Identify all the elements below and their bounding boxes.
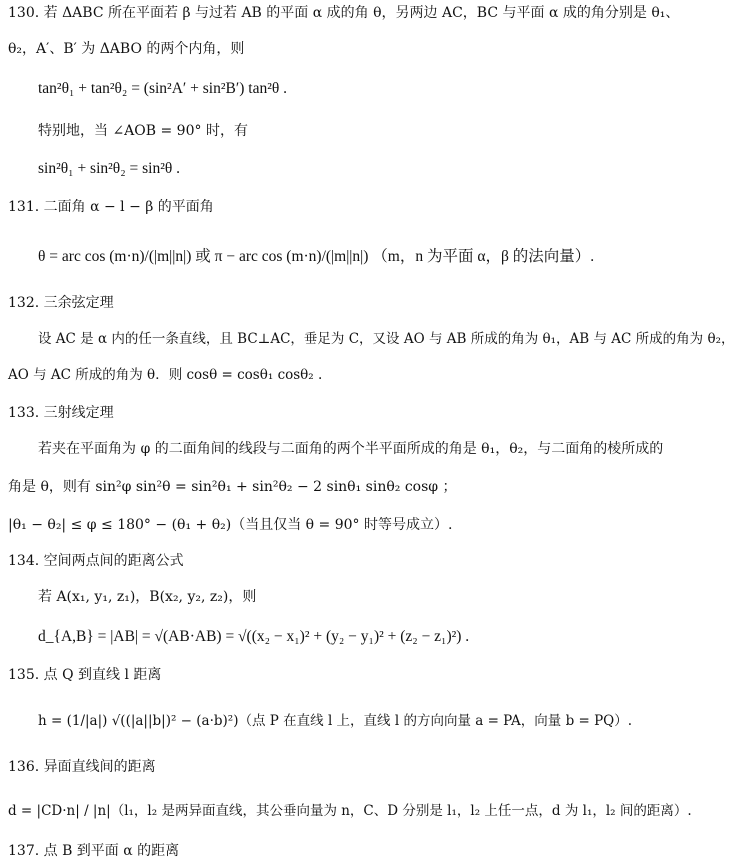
document-line: d = |CD·n| / |n|（l₁，l₂ 是两异面直线，其公垂向量为 n，C、D 分别是 l₁，l₂ 上任一点，d 为 l₁，l₂ 间的距离）.	[8, 803, 692, 819]
document-line: tan²θ₁ + tan²θ₂ = (sin²A′ + sin²B′) tan²θ .	[38, 80, 288, 97]
document-line: 134. 空间两点间的距离公式	[8, 553, 184, 569]
document-line: 若 A(x₁, y₁, z₁)，B(x₂, y₂, z₂)，则	[38, 589, 257, 605]
document-line: θ₂，A′、B′ 为 ΔABO 的两个内角，则	[8, 41, 245, 57]
document-line: 130. 若 ΔABC 所在平面若 β 与过若 AB 的平面 α 成的角 θ，另两边 AC，BC 与平面 α 成的角分别是 θ₁、	[8, 5, 680, 21]
document-line: 132. 三余弦定理	[8, 295, 114, 311]
document-line: 131. 二面角 α − l − β 的平面角	[8, 199, 214, 215]
document-line: d_{A,B} = |AB| = √(AB·AB) = √((x₂ − x₁)² + (y₂ − y₁)² + (z₂ − z₁)²) .	[38, 628, 470, 645]
document-line: 若夹在平面角为 φ 的二面角间的线段与二面角的两个半平面所成的角是 θ₁，θ₂，与二面角的棱所成的	[38, 441, 664, 457]
document-line: 135. 点 Q 到直线 l 距离	[8, 667, 162, 683]
document-line: 特别地，当 ∠AOB = 90° 时，有	[38, 123, 248, 139]
document-line: 136. 异面直线间的距离	[8, 759, 156, 775]
document-line: sin²θ₁ + sin²θ₂ = sin²θ .	[38, 160, 181, 177]
document-line: 133. 三射线定理	[8, 405, 114, 421]
document-line: AO 与 AC 所成的角为 θ．则 cosθ = cosθ₁ cosθ₂ .	[8, 367, 323, 383]
document-line: 角是 θ，则有 sin²φ sin²θ = sin²θ₁ + sin²θ₂ − 2 sinθ₁ sinθ₂ cosφ ；	[8, 479, 457, 495]
document-line: 137. 点 B 到平面 α 的距离	[8, 843, 180, 859]
document-line: h = (1/|a|) √((|a||b|)² − (a·b)²)（点 P 在直线 l 上，直线 l 的方向向量 a = PA，向量 b = PQ）.	[38, 713, 633, 729]
document-line: θ = arc cos (m·n)/(|m||n|) 或 π − arc cos (m·n)/(|m||n|) （m，n 为平面 α，β 的法向量）.	[38, 248, 595, 265]
document-line: 设 AC 是 α 内的任一条直线，且 BC⊥AC，垂足为 C，又设 AO 与 AB 所成的角为 θ₁，AB 与 AC 所成的角为 θ₂，	[38, 331, 734, 347]
document-line: |θ₁ − θ₂| ≤ φ ≤ 180° − (θ₁ + θ₂)（当且仅当 θ = 90° 时等号成立）.	[8, 517, 453, 533]
